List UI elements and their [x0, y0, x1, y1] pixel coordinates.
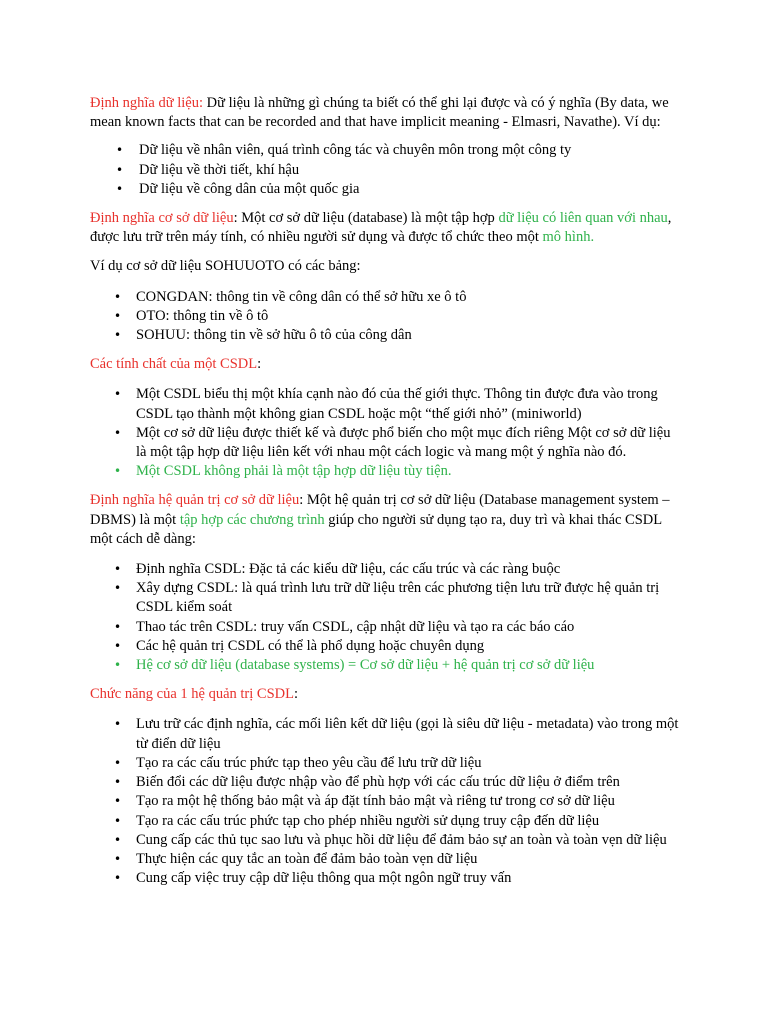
- list-item: • Thao tác trên CSDL: truy vấn CSDL, cập nhật dữ liệu và tạo ra các báo cáo: [90, 618, 680, 637]
- paragraph-dbms-definition: [90, 491, 680, 549]
- list-item: • Tạo ra các cấu trúc phức tạp theo yêu cầu để lưu trữ dữ liệu: [90, 754, 680, 773]
- highlight-related-data: dữ liệu có liên quan với nhau: [498, 210, 668, 227]
- list-item: • Tạo ra các cấu trúc phức tạp cho phép nhiều người sử dụng truy cập đến dữ liệu: [90, 812, 680, 831]
- paragraph-dbms-functions: [90, 685, 680, 704]
- text-segment: : Một hệ quản trị cơ sở dữ liệu (Database management system – DBMS) là một: [90, 492, 670, 528]
- list-dbms-functions: [90, 715, 680, 888]
- list-item: • Dữ liệu về công dân của một quốc gia: [90, 180, 680, 199]
- list-item: • Các hệ quản trị CSDL có thể là phổ dụng hoặc chuyên dụng: [90, 637, 680, 656]
- heading-dbms-definition: Định nghĩa hệ quản trị cơ sở dữ liệu: [90, 492, 300, 509]
- heading-database-definition: Định nghĩa cơ sở dữ liệu: [90, 210, 234, 227]
- paragraph-database-definition: [90, 209, 680, 247]
- list-data-examples: [90, 141, 680, 199]
- list-item: • CONGDAN: thông tin về công dân có thể sở hữu xe ô tô: [90, 288, 680, 307]
- list-item: • Dữ liệu về thời tiết, khí hậu: [90, 161, 680, 180]
- list-item: • Một CSDL biểu thị một khía cạnh nào đó của thế giới thực. Thông tin được đưa vào trong CSDL tạo thành một không gian CSDL hoặc một “thế giới nhỏ” (miniworld): [90, 385, 680, 423]
- list-item: • Lưu trữ các định nghĩa, các mối liên kết dữ liệu (gọi là siêu dữ liệu - metadata) vào trong một từ điển dữ liệu: [90, 715, 680, 753]
- highlight-program-set: tập hợp các chương trình: [179, 511, 325, 528]
- heading-dbms-functions: Chức năng của 1 hệ quản trị CSDL: [90, 686, 294, 703]
- document-body: [90, 94, 680, 888]
- list-item: • Tạo ra một hệ thống bảo mật và áp đặt tính bảo mật và riêng tư trong cơ sở dữ liệu: [90, 792, 680, 811]
- highlight-model: mô hình.: [542, 229, 595, 246]
- list-item: • Dữ liệu về nhân viên, quá trình công tác và chuyên môn trong một công ty: [90, 141, 680, 160]
- text-segment: : Một cơ sở dữ liệu (database) là một tập hợp: [233, 210, 499, 227]
- list-item: • Thực hiện các quy tắc an toàn để đảm bảo toàn vẹn dữ liệu: [90, 850, 680, 869]
- list-item-highlight: • Một CSDL không phải là một tập hợp dữ liệu tùy tiện.: [90, 462, 680, 481]
- heading-data-definition: Định nghĩa dữ liệu:: [90, 95, 203, 111]
- paragraph-sohuuoto-example: Ví dụ cơ sở dữ liệu SOHUUOTO có các bảng:: [90, 258, 361, 275]
- list-item: • SOHUU: thông tin về sở hữu ô tô của công dân: [90, 326, 680, 345]
- list-item: • OTO: thông tin về ô tô: [90, 307, 680, 326]
- list-item: • Định nghĩa CSDL: Đặc tả các kiểu dữ liệu, các cấu trúc và các ràng buộc: [90, 560, 680, 579]
- list-item: • Một cơ sở dữ liệu được thiết kế và được phổ biến cho một mục đích riêng Một cơ sở dữ liệu là một tập hợp dữ liệu liên kết với nhau một cách logic và mang một ý nghĩa nào đó.: [90, 424, 680, 462]
- list-item: • Xây dựng CSDL: là quá trình lưu trữ dữ liệu trên các phương tiện lưu trữ được hệ quản trị CSDL kiểm soát: [90, 579, 680, 617]
- list-sohuuoto-tables: [90, 288, 680, 346]
- paragraph-csdl-properties: [90, 355, 680, 374]
- text-segment: , được lưu trữ trên máy tính, có nhiều người sử dụng và được tổ chức theo một: [90, 210, 672, 246]
- list-item-highlight: • Hệ cơ sở dữ liệu (database systems) = Cơ sở dữ liệu + hệ quản trị cơ sở dữ liệu: [90, 656, 680, 675]
- text-segment: :: [257, 356, 262, 373]
- text-data-definition: Dữ liệu là những gì chúng ta biết có thể ghi lại được và có ý nghĩa (By data, we mean known facts that can be recorded and that have implicit meaning - Elmasri, Navathe). Ví dụ:: [90, 95, 669, 131]
- text-segment: giúp cho người sử dụng tạo ra, duy trì và khai thác CSDL một cách dễ dàng:: [90, 511, 662, 547]
- list-item: • Cung cấp việc truy cập dữ liệu thông qua một ngôn ngữ truy vấn: [90, 869, 680, 888]
- list-dbms-definition: [90, 560, 680, 675]
- list-item: • Cung cấp các thủ tục sao lưu và phục hồi dữ liệu để đảm bảo sự an toàn và toàn vẹn dữ liệu: [90, 831, 680, 850]
- list-csdl-properties: [90, 385, 680, 481]
- heading-csdl-properties: Các tính chất của một CSDL: [90, 356, 258, 373]
- paragraph-data-definition: [90, 94, 680, 132]
- list-item: • Biến đổi các dữ liệu được nhập vào để phù hợp với các cấu trúc dữ liệu ở điểm trên: [90, 773, 680, 792]
- text-segment: :: [293, 686, 299, 703]
